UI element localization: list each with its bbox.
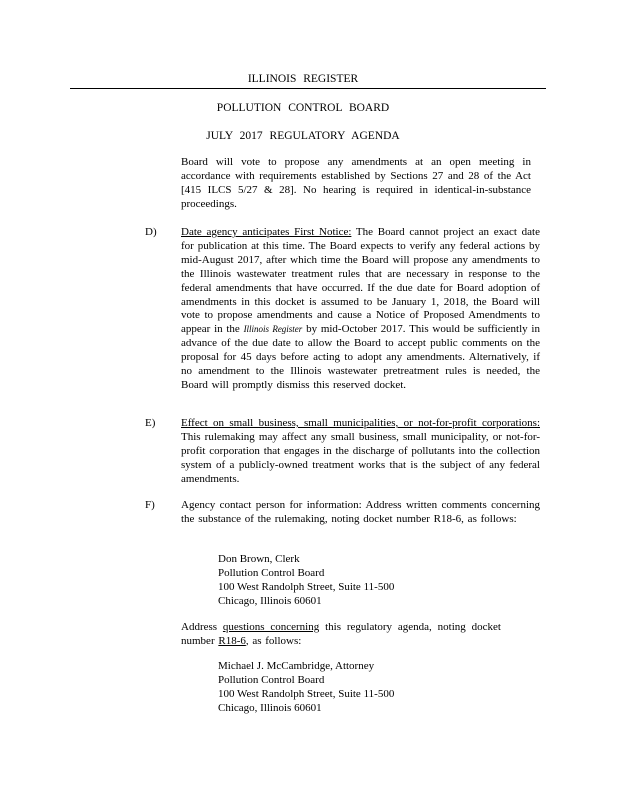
questions-text-3: , as follows:	[245, 634, 302, 647]
address-1-org: Pollution Control Board	[218, 566, 325, 579]
register-title: ILLINOIS REGISTER	[247, 73, 359, 85]
questions-paragraph	[181, 621, 501, 649]
questions-text-2: this regulatory agenda, noting docket number	[181, 621, 501, 647]
section-e-paragraph	[181, 417, 540, 487]
address-2-street: 100 West Randolph Street, Suite 11-500	[218, 687, 395, 700]
section-d-text-2: by mid-October 2017. This would be sufficiently in advance of the due date to allow the Board to accept public comments on the proposal for 45 days before acting to adopt any amendments. Alternatively, if no amendment to the Illinois wastewater pretreatment rules is needed, the Board will promptly dismiss this reserved docket.	[181, 323, 540, 391]
questions-text-1: Address	[181, 621, 223, 633]
section-d-text-1: The Board cannot project an exact date for publication at this time. The Board expects to verify any federal actions by mid-August 2017, after which time the Board will propose any amendments to the Illinois wastewater treatment rules that are necessary in response to the federal amendments that have occurred. If the due date for Board adoption of amendments in this docket is assumed to be January 1, 2018, the Board will vote to propose amendments and cause a Notice of Proposed Amendments to appear in the	[181, 226, 540, 336]
agenda-title: JULY 2017 REGULATORY AGENDA	[206, 130, 400, 142]
section-d-paragraph	[181, 226, 540, 393]
section-d-letter: D)	[145, 226, 157, 238]
section-d-italic: Illinois Register	[243, 324, 303, 335]
address-1-street: 100 West Randolph Street, Suite 11-500	[218, 580, 395, 593]
questions-underlined: questions concerning	[222, 621, 320, 633]
board-title: POLLUTION CONTROL BOARD	[216, 102, 390, 114]
header-rule	[70, 88, 546, 89]
continuation-paragraph: Board will vote to propose any amendments at an open meeting in accordance with requirements established by Sections 27 and 28 of the Act [415 ILCS 5/27 & 28]. No hearing is required in identical-in-substance proceedings.	[181, 156, 531, 210]
section-e-letter: E)	[145, 417, 156, 429]
section-e-text: This rulemaking may affect any small business, small municipality, or not-for-profit corporation that engages in the discharge of pollutants into the collection system of a publicly-owned treatment works that is the subject of any federal amendments.	[181, 430, 540, 485]
section-d-heading: Date agency anticipates First Notice:	[181, 226, 352, 238]
address-1-city: Chicago, Illinois 60601	[218, 594, 322, 607]
docket-number: R18-6	[218, 634, 246, 647]
section-f-letter: F)	[145, 499, 155, 511]
section-f-paragraph: Agency contact person for information: Address written comments concerning the substance of the rulemaking, noting docket number R18-6, as follows:	[181, 499, 540, 525]
address-2-city: Chicago, Illinois 60601	[218, 701, 322, 714]
address-1-name: Don Brown, Clerk	[218, 553, 300, 565]
address-2-name: Michael J. McCambridge, Attorney	[218, 660, 375, 672]
section-e-heading: Effect on small business, small municipalities, or not-for-profit corporations:	[181, 417, 540, 429]
address-block-1	[218, 553, 394, 609]
address-2-org: Pollution Control Board	[218, 673, 325, 686]
address-block-2	[218, 660, 394, 716]
